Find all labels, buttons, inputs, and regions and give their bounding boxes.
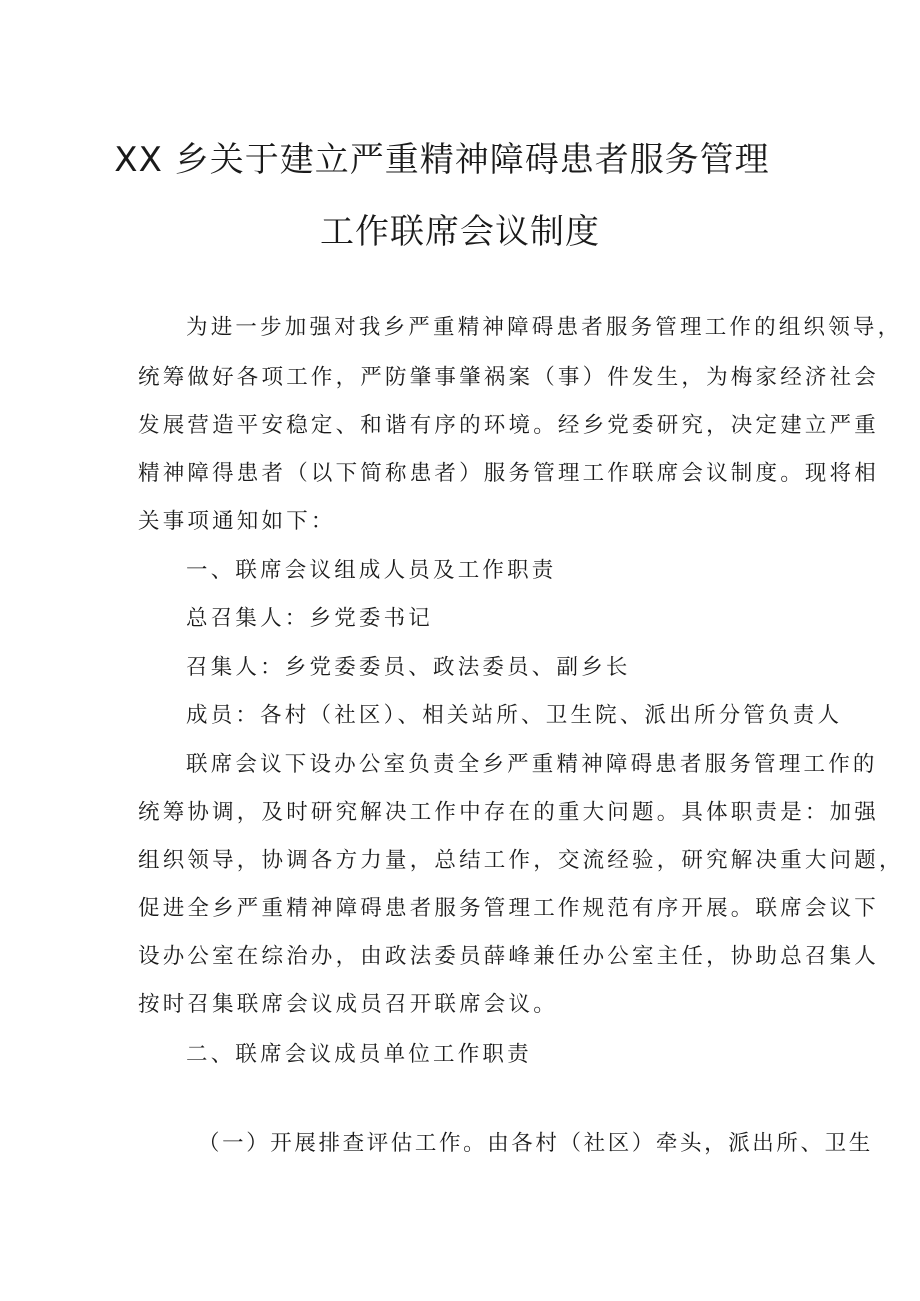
body-line: 总召集人：乡党委书记 — [186, 606, 434, 631]
document-title-line-1: XX 乡关于建立严重精神障碍患者服务管理 — [114, 140, 770, 180]
body-line: 召集人：乡党委委员、政法委员、副乡长 — [186, 655, 631, 680]
section-heading-2: 二、联席会议成员单位工作职责 — [186, 1042, 532, 1067]
body-line: 统筹协调，及时研究解决工作中存在的重大问题。具体职责是：加强 — [138, 800, 880, 825]
body-line: 组织领导，协调各方力量，总结工作，交流经验，研究解决重大问题， — [138, 848, 904, 873]
body-line: 精神障得患者（以下简称患者）服务管理工作联席会议制度。现将相 — [138, 461, 880, 486]
document-title-line-2: 工作联席会议制度 — [320, 212, 600, 252]
body-line: （一）开展排查评估工作。由各村（社区）牵头，派出所、卫生 — [198, 1131, 873, 1156]
body-line: 促进全乡严重精神障碍患者服务管理工作规范有序开展。联席会议下 — [138, 896, 880, 921]
body-line: 设办公室在综治办，由政法委员薛峰兼任办公室主任，协助总召集人 — [138, 944, 880, 969]
body-line: 为进一步加强对我乡严重精神障碍患者服务管理工作的组织领导， — [186, 315, 903, 340]
body-line: 关事项通知如下： — [138, 509, 336, 534]
body-line: 统筹做好各项工作，严防肇事肇祸案（事）件发生，为梅家经济社会 — [138, 365, 880, 390]
body-line: 成员：各村（社区）、相关站所、卫生院、派出所分管负责人 — [186, 703, 843, 728]
body-line: 发展营造平安稳定、和谐有序的环境。经乡党委研究，决定建立严重 — [138, 413, 880, 438]
body-line: 联席会议下设办公室负责全乡严重精神障碍患者服务管理工作的 — [186, 752, 878, 777]
body-line: 按时召集联席会议成员召开联席会议。 — [138, 992, 558, 1017]
section-heading-1: 一、联席会议组成人员及工作职责 — [186, 558, 557, 583]
